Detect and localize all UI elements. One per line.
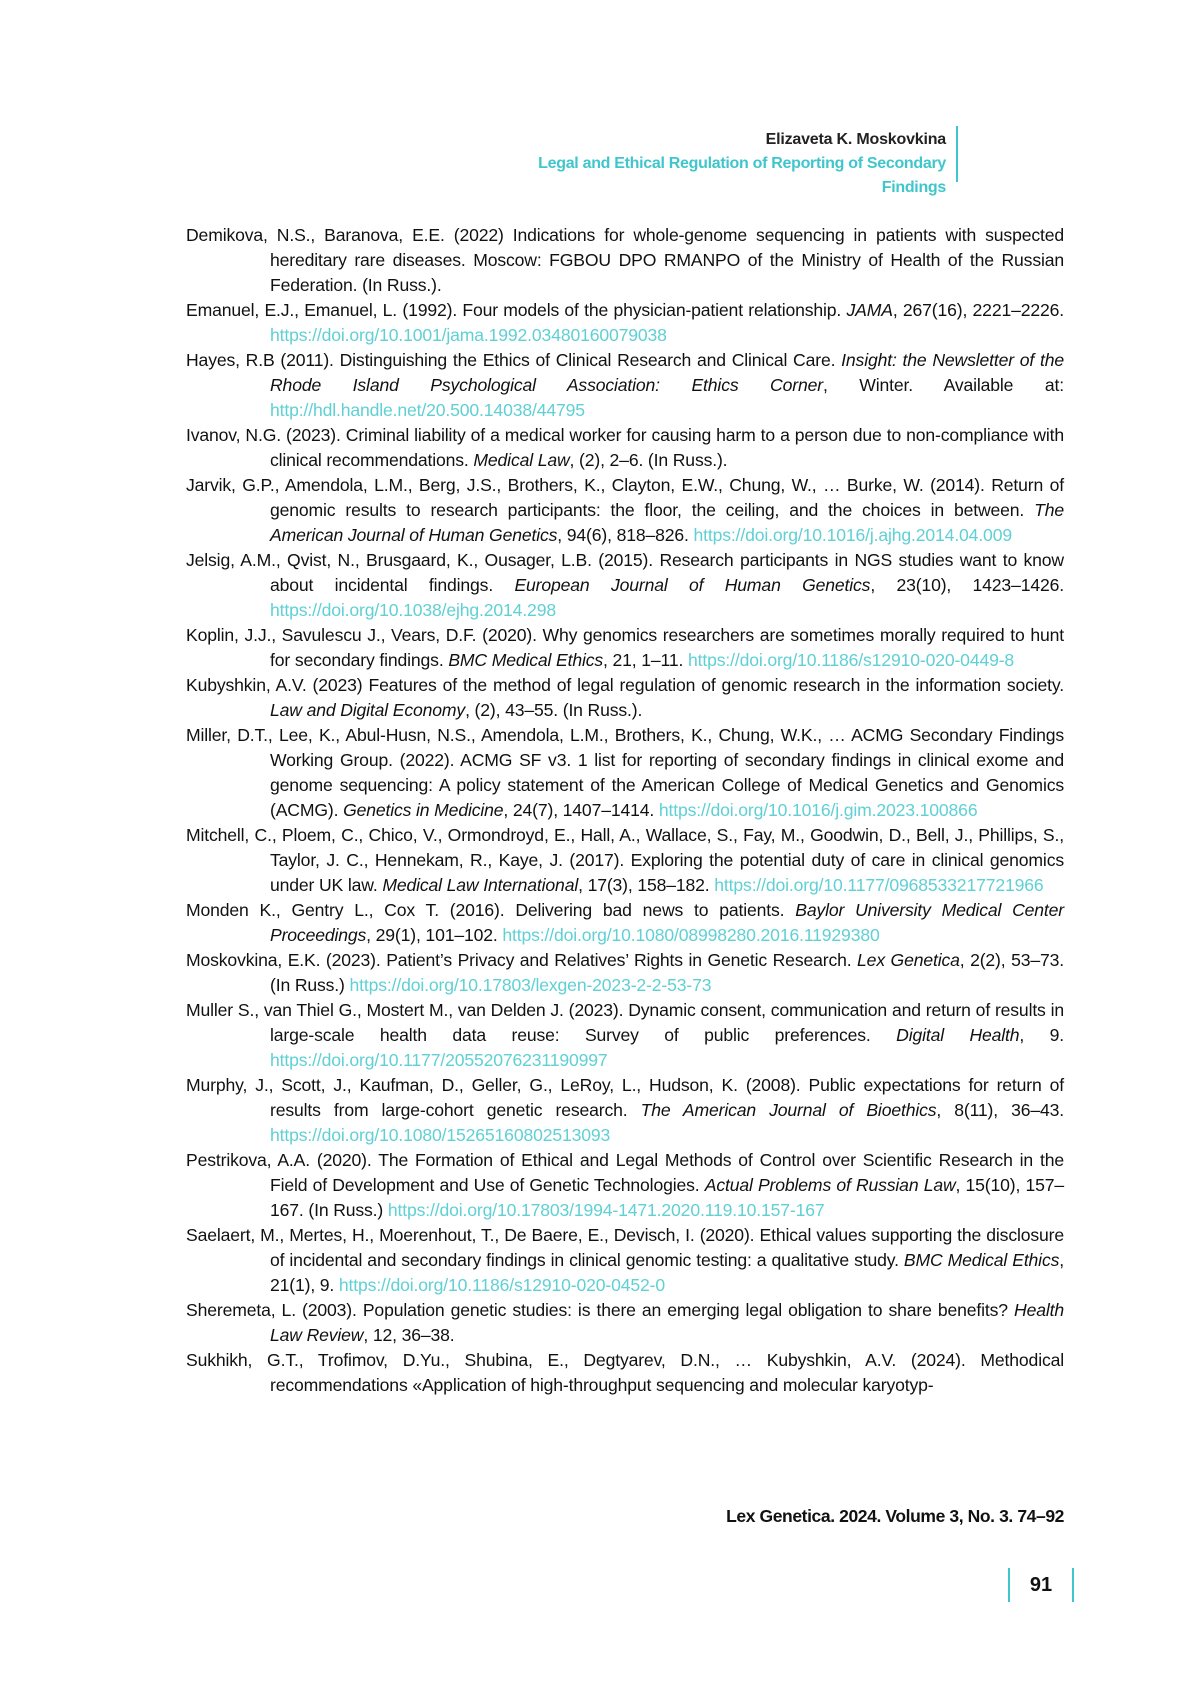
reference-details: , 24(7), 1407–1414.: [503, 800, 659, 820]
reference-details: , 15(10), 157–167. (In Russ.): [270, 1175, 1064, 1220]
reference-text: Mitchell, C., Ploem, C., Chico, V., Ormondroyd, E., Hall, A., Wallace, S., Fay, M., Goodwin, D., Bell, J., Phillips, S., Taylor, J. C., Hennekam, R., Kaye, J. (2017). Exploring the potential duty of care in clinical genomics under UK law.: [186, 825, 1064, 895]
reference-text: Demikova, N.S., Baranova, E.E. (2022) Indications for whole-genome sequencing in patients with suspected hereditary rare diseases. Moscow: FGBOU DPO RMANPO of the Ministry of Health of the Russian Federation. (In Russ.).: [186, 225, 1064, 295]
reference-text: Jelsig, A.M., Qvist, N., Brusgaard, K., Ousager, L.B. (2015). Research participants in NGS studies want to know about incidental findings.: [186, 550, 1064, 595]
reference-journal: Baylor University Medical Center Proceedings: [270, 900, 1064, 945]
reference-doi-link[interactable]: http://hdl.handle.net/20.500.14038/44795: [270, 400, 585, 420]
reference-text: Sukhikh, G.T., Trofimov, D.Yu., Shubina, E., Degtyarev, D.N., … Kubyshkin, A.V. (2024). Methodical recommendations «Application of high-throughput sequencing and molecular karyotyp-: [186, 1350, 1064, 1395]
reference-journal: Law and Digital Economy: [270, 700, 466, 720]
reference-text: Saelaert, M., Mertes, H., Moerenhout, T., De Baere, E., Devisch, I. (2020). Ethical values supporting the disclosure of incidental and secondary findings in clinical genomic testing: a qualitative study.: [186, 1225, 1064, 1270]
reference-details: , 21, 1–11.: [603, 650, 688, 670]
reference-journal: Lex Genetica: [857, 950, 960, 970]
reference-text: Emanuel, E.J., Emanuel, L. (1992). Four models of the physician-patient relationship.: [186, 300, 847, 320]
reference-text: Kubyshkin, A.V. (2023) Features of the method of legal regulation of genomic research in the information society.: [186, 675, 1064, 695]
reference-item: [186, 998, 1064, 1073]
reference-journal: Actual Problems of Russian Law: [704, 1175, 956, 1195]
reference-doi-link[interactable]: https://doi.org/10.1080/15265160802513093: [270, 1125, 611, 1145]
reference-text: Jarvik, G.P., Amendola, L.M., Berg, J.S., Brothers, K., Clayton, E.W., Chung, W., … Burke, W. (2014). Return of genomic results to research participants: the floor, the ceiling, and the choices in between.: [186, 475, 1064, 520]
reference-text: Monden K., Gentry L., Cox T. (2016). Delivering bad news to patients.: [186, 900, 796, 920]
reference-item: [186, 298, 1064, 348]
reference-details: , 17(3), 158–182.: [578, 875, 715, 895]
reference-item: [186, 723, 1064, 823]
reference-item: [186, 623, 1064, 673]
reference-doi-link[interactable]: https://doi.org/10.1001/jama.1992.03480160079038: [270, 325, 667, 345]
reference-doi-link[interactable]: https://doi.org/10.1038/ejhg.2014.298: [270, 600, 556, 620]
reference-details: , 9.: [1019, 1025, 1065, 1045]
running-head: [480, 128, 946, 200]
reference-details: , 2(2), 53–73. (In Russ.): [270, 950, 1064, 995]
reference-text: Ivanov, N.G. (2023). Criminal liability of a medical worker for causing harm to a person due to non-compliance with clinical recommendations.: [186, 425, 1064, 470]
reference-journal: Health Law Review: [270, 1300, 1064, 1345]
reference-text: Koplin, J.J., Savulescu J., Vears, D.F. (2020). Why genomics researchers are sometimes morally required to hunt for secondary findings.: [186, 625, 1064, 670]
page-number-text: 91: [1029, 1574, 1053, 1596]
reference-details: , 21(1), 9.: [270, 1250, 1064, 1295]
reference-text: Pestrikova, A.A. (2020). The Formation of Ethical and Legal Methods of Control over Scientific Research in the Field of Development and Use of Genetic Technologies.: [186, 1150, 1064, 1195]
reference-doi-link[interactable]: https://doi.org/10.1186/s12910-020-0452-0: [338, 1275, 666, 1295]
reference-details: , 94(6), 818–826.: [557, 525, 694, 545]
footer-journal-info: Lex Genetica. 2024. Volume 3, No. 3. 74–92: [726, 1506, 1064, 1526]
reference-doi-link[interactable]: https://doi.org/10.1177/20552076231190997: [270, 1050, 608, 1070]
reference-item: [186, 423, 1064, 473]
reference-doi-link[interactable]: https://doi.org/10.1016/j.gim.2023.100866: [658, 800, 978, 820]
reference-text: Sheremeta, L. (2003). Population genetic studies: is there an emerging legal obligation to share benefits?: [186, 1300, 1015, 1320]
reference-item: [186, 1148, 1064, 1223]
reference-journal: BMC Medical Ethics: [903, 1250, 1060, 1270]
reference-text: Muller S., van Thiel G., Mostert M., van Delden J. (2023). Dynamic consent, communication and return of results in large-scale health data reuse: Survey of public preferences.: [186, 1000, 1064, 1045]
reference-journal: Digital Health: [896, 1025, 1020, 1045]
reference-item: [186, 348, 1064, 423]
reference-doi-link[interactable]: https://doi.org/10.1177/0968533217721966: [714, 875, 1044, 895]
reference-details: , 29(1), 101–102.: [366, 925, 503, 945]
reference-journal: The American Journal of Bioethics: [640, 1100, 937, 1120]
reference-text: Murphy, J., Scott, J., Kaufman, D., Geller, G., LeRoy, L., Hudson, K. (2008). Public expectations for return of results from large-cohort genetic research.: [186, 1075, 1064, 1120]
reference-doi-link[interactable]: https://doi.org/10.1016/j.ajhg.2014.04.009: [693, 525, 1012, 545]
reference-details: , 8(11), 36–43.: [936, 1100, 1064, 1120]
reference-item: [186, 1223, 1064, 1298]
reference-details: , (2), 43–55. (In Russ.).: [465, 700, 643, 720]
reference-details: , 267(16), 2221–2226.: [892, 300, 1064, 320]
reference-item: [186, 673, 1064, 723]
reference-journal: The American Journal of Human Genetics: [270, 500, 1064, 545]
reference-text: Hayes, R.B (2011). Distinguishing the Ethics of Clinical Research and Clinical Care.: [186, 350, 842, 370]
reference-journal: JAMA: [846, 300, 893, 320]
reference-doi-link[interactable]: https://doi.org/10.1080/08998280.2016.11929380: [502, 925, 880, 945]
page-number: [1008, 1568, 1074, 1602]
reference-item: [186, 1298, 1064, 1348]
reference-journal: Insight: the Newsletter of the Rhode Island Psychological Association: Ethics Corner: [270, 350, 1064, 395]
header-accent-bar: [956, 126, 958, 182]
reference-doi-link[interactable]: https://doi.org/10.1186/s12910-020-0449-8: [687, 650, 1015, 670]
reference-item: [186, 823, 1064, 898]
reference-journal: European Journal of Human Genetics: [514, 575, 871, 595]
reference-item: [186, 223, 1064, 298]
reference-item: [186, 948, 1064, 998]
reference-text: Moskovkina, E.K. (2023). Patient’s Privacy and Relatives’ Rights in Genetic Research.: [186, 950, 858, 970]
reference-journal: Medical Law International: [382, 875, 579, 895]
reference-list: [186, 223, 1064, 1398]
reference-item: [186, 898, 1064, 948]
reference-journal: Medical Law: [473, 450, 570, 470]
reference-text: Miller, D.T., Lee, K., Abul-Husn, N.S., Amendola, L.M., Brothers, K., Chung, W.K., … ACMG Secondary Findings Working Group. (2022). ACMG SF v3. 1 list for reporting of secondary findings in clinical exome and genome sequencing: A policy statement of the American College of Medical Genetics and Genomics (ACMG).: [186, 725, 1064, 820]
header-article-title: Legal and Ethical Regulation of Reporting of Secondary Findings: [538, 155, 946, 196]
reference-item: [186, 548, 1064, 623]
reference-item: [186, 473, 1064, 548]
reference-details: , 23(10), 1423–1426.: [870, 575, 1064, 595]
reference-journal: Genetics in Medicine: [343, 800, 504, 820]
reference-doi-link[interactable]: https://doi.org/10.17803/lexgen-2023-2-2-53-73: [349, 975, 712, 995]
reference-details: , Winter. Available at:: [822, 375, 1064, 395]
reference-journal: BMC Medical Ethics: [448, 650, 604, 670]
reference-details: , (2), 2–6. (In Russ.).: [569, 450, 728, 470]
header-author: Elizaveta K. Moskovkina: [765, 131, 946, 148]
reference-details: , 12, 36–38.: [363, 1325, 455, 1345]
reference-doi-link[interactable]: https://doi.org/10.17803/1994-1471.2020.119.10.157-167: [387, 1200, 825, 1220]
reference-item: [186, 1348, 1064, 1398]
reference-item: [186, 1073, 1064, 1148]
